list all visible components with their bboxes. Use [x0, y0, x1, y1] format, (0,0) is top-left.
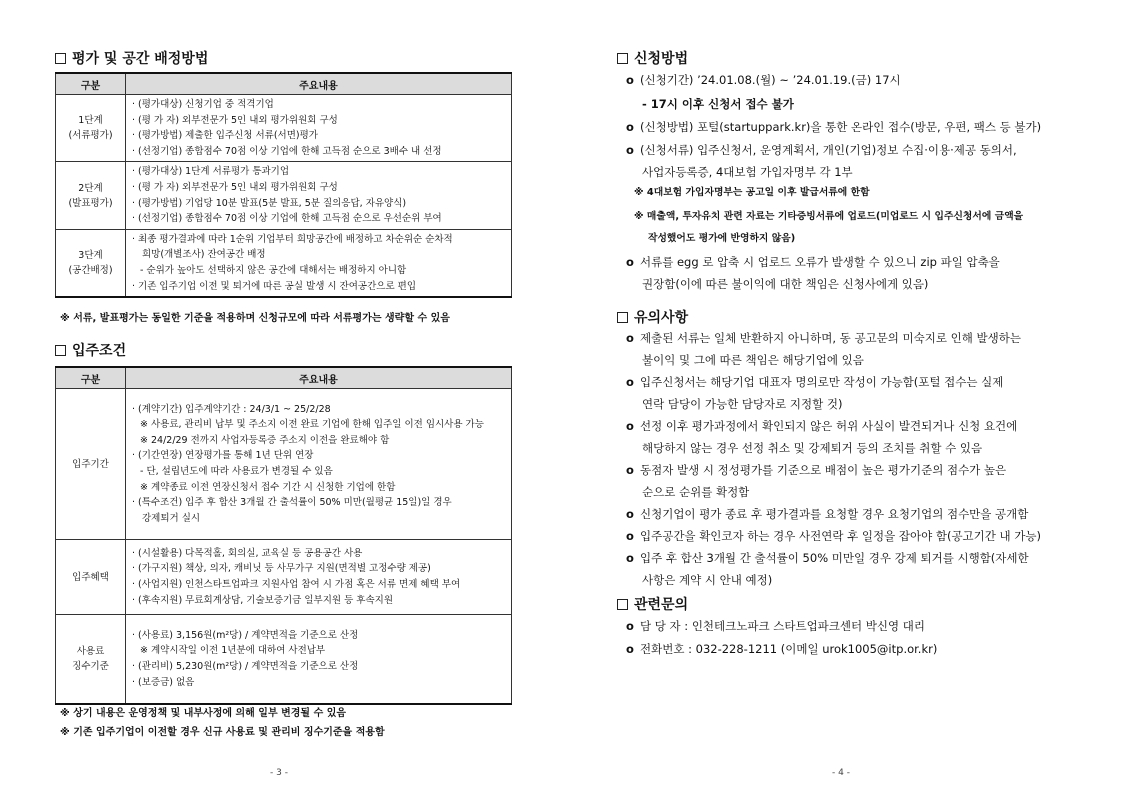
left-page — [0, 0, 561, 793]
caution-line: 순으로 순위를 확정함 — [642, 485, 750, 499]
table-row — [56, 95, 512, 162]
row-content: · (평가대상) 1단계 서류평가 통과기업 · (평 가 자) 외부전문가 5인 내외 평가위원회 구성 · (평가방법) 기업당 10분 발표(5분 발표, 5분 질의응답, 자유양식) · (선정기업) 종합점수 70점 이상 기업에 한해 고득점 순으로 우선순위 부여 — [126, 162, 512, 229]
apply-note: ※ 4대보험 가입자명부는 공고일 이후 발급서류에 한함 — [634, 187, 870, 198]
caution-line: 사항은 계약 시 안내 예정) — [642, 573, 773, 587]
right-page — [562, 0, 1123, 793]
section-title-evaluation: 평가 및 공간 배정방법 — [55, 48, 208, 68]
row-content: · (시설활용) 다목적홀, 회의실, 교육실 등 공용공간 사용 · (가구지원) 책상, 의자, 캐비닛 등 사무가구 지원(면적별 고정수량 제공) · (사업지원) 인천스타트업파크 지원사업 참여 시 가점 혹은 서류 면제 혜택 부여 · (후속지원) 무료회계상담, 기술보증기금 일부지원 등 후속지원 — [126, 540, 512, 615]
column-header-content: 주요내용 — [126, 73, 512, 95]
apply-line: o (신청서류) 입주신청서, 운영계획서, 개인(기업)정보 수집·이용·제공 동의서, — [626, 143, 1017, 157]
checkbox-square-icon — [617, 599, 628, 610]
table-row — [56, 540, 512, 615]
column-header-category: 구분 — [56, 73, 126, 95]
row-content: · (평가대상) 신청기업 중 적격기업 · (평 가 자) 외부전문가 5인 내외 평가위원회 구성 · (평가방법) 제출한 입주신청 서류(서면)평가 · (선정기업) 종합점수 70점 이상 기업에 한해 고득점 순으로 3배수 내 선정 — [126, 95, 512, 162]
section-title-conditions: 입주조건 — [55, 340, 126, 360]
apply-line: 권장함(이에 따른 불이익에 대한 책임은 신청사에게 있음) — [642, 277, 929, 291]
row-category: 3단계 (공간배정) — [56, 229, 126, 297]
apply-line: 사업자등록증, 4대보험 가입자명부 각 1부 — [642, 165, 853, 179]
row-category: 2단계 (발표평가) — [56, 162, 126, 229]
column-header-content: 주요내용 — [126, 367, 512, 389]
checkbox-square-icon — [55, 53, 66, 64]
conditions-note: ※ 기존 입주기업이 이전할 경우 신규 사용료 및 관리비 징수기준을 적용함 — [60, 727, 385, 738]
evaluation-table — [55, 72, 512, 298]
caution-line: 불이익 및 그에 따른 책임은 해당기업에 있음 — [642, 353, 864, 367]
apply-note: ※ 매출액, 투자유치 관련 자료는 기타증빙서류에 업로드(미업로드 시 입주신청서에 금액을 — [634, 211, 1024, 222]
caution-line: 연락 담당이 가능한 담당자로 지정할 것) — [642, 397, 843, 411]
caution-line: o 제출된 서류는 일체 반환하지 아니하며, 동 공고문의 미숙지로 인해 발생하는 — [626, 331, 1021, 345]
table-row — [56, 229, 512, 297]
contact-line: o 전화번호 : 032-228-1211 (이메일 urok1005@itp.or.kr) — [626, 642, 938, 656]
evaluation-note: ※ 서류, 발표평가는 동일한 기준을 적용하며 신청규모에 따라 서류평가는 생략할 수 있음 — [60, 313, 450, 324]
apply-line: o 서류를 egg 로 압축 시 업로드 오류가 발생할 수 있으니 zip 파일 압축을 — [626, 255, 1000, 269]
section-title-contact: 관련문의 — [617, 594, 688, 614]
apply-line: o (신청기간) ’24.01.08.(월) ~ ’24.01.19.(금) 17시 — [626, 73, 901, 87]
column-header-category: 구분 — [56, 367, 126, 389]
row-content: · 최종 평가결과에 따라 1순위 기업부터 희망공간에 배정하고 차순위순 순차적 희망(개별조사) 잔여공간 배정 - 순위가 높아도 선택하지 않은 공간에 대해서는 배정하지 아니함 · 기존 입주기업 이전 및 퇴거에 따른 공실 발생 시 잔여공간으로 편입 — [126, 229, 512, 297]
caution-line: 해당하지 않는 경우 선정 취소 및 강제퇴거 등의 조치를 취할 수 있음 — [642, 441, 983, 455]
caution-line: o 선정 이후 평가과정에서 확인되지 않은 허위 사실이 발견되거나 신청 요건에 — [626, 419, 1018, 433]
row-category: 1단계 (서류평가) — [56, 95, 126, 162]
row-category: 입주혜택 — [56, 540, 126, 615]
conditions-note: ※ 상기 내용은 운영정책 및 내부사정에 의해 일부 변경될 수 있음 — [60, 708, 347, 719]
table-row — [56, 389, 512, 540]
page-number: - 3 - — [270, 768, 288, 778]
caution-line: o 입주 후 합산 3개월 간 출석률이 50% 미만일 경우 강제 퇴거를 시행함(자세한 — [626, 551, 1029, 565]
checkbox-square-icon — [617, 53, 628, 64]
apply-note: 작성했어도 평가에 반영하지 않음) — [648, 233, 796, 244]
caution-line: o 신청기업이 평가 종료 후 평가결과를 요청할 경우 요청기업의 점수만을 공개함 — [626, 507, 1029, 521]
conditions-table — [55, 366, 512, 705]
checkbox-square-icon — [617, 312, 628, 323]
table-row — [56, 615, 512, 705]
section-title-apply: 신청방법 — [617, 48, 688, 68]
apply-line: - 17시 이후 신청서 접수 불가 — [642, 97, 794, 111]
row-content: · (계약기간) 입주계약기간 : 24/3/1 ~ 25/2/28 ※ 사용료, 관리비 납부 및 주소지 이전 완료 기업에 한해 입주일 이전 임시사용 가능 ※ 24/2/29 전까지 사업자등록증 주소지 이전을 완료해야 함 · (기간연장) 연장평가를 통해 1년 단위 연장 - 단, 설립년도에 따라 사용료가 변경될 수 있음 ※ 계약종료 이전 연장신청서 접수 기간 시 신청한 기업에 한함 · (특수조건) 입주 후 합산 3개월 간 출석률이 50% 미만(월평균 15일)일 경우 강제퇴거 실시 — [126, 389, 512, 540]
contact-line: o 담 당 자 : 인천테크노파크 스타트업파크센터 박신영 대리 — [626, 619, 925, 633]
section-title-caution: 유의사항 — [617, 307, 688, 327]
table-row — [56, 162, 512, 229]
caution-line: o 입주신청서는 해당기업 대표자 명의로만 작성이 가능함(포털 접수는 실제 — [626, 375, 1004, 389]
caution-line: o 동점자 발생 시 정성평가를 기준으로 배점이 높은 평가기준의 점수가 높은 — [626, 463, 1007, 477]
caution-line: o 입주공간을 확인코자 하는 경우 사전연락 후 일정을 잡아야 함(공고기간 내 가능) — [626, 529, 1042, 543]
apply-line: o (신청방법) 포털(startuppark.kr)을 통한 온라인 접수(방문, 우편, 팩스 등 불가) — [626, 120, 1042, 134]
row-category: 입주기간 — [56, 389, 126, 540]
row-content: · (사용료) 3,156원(m²당) / 계약면적을 기준으로 산정 ※ 계약시작일 이전 1년분에 대하여 사전납부 · (관리비) 5,230원(m²당) / 계약면적을 기준으로 산정 · (보증금) 없음 — [126, 615, 512, 705]
row-category: 사용료 징수기준 — [56, 615, 126, 705]
page-number: - 4 - — [832, 768, 850, 778]
checkbox-square-icon — [55, 345, 66, 356]
